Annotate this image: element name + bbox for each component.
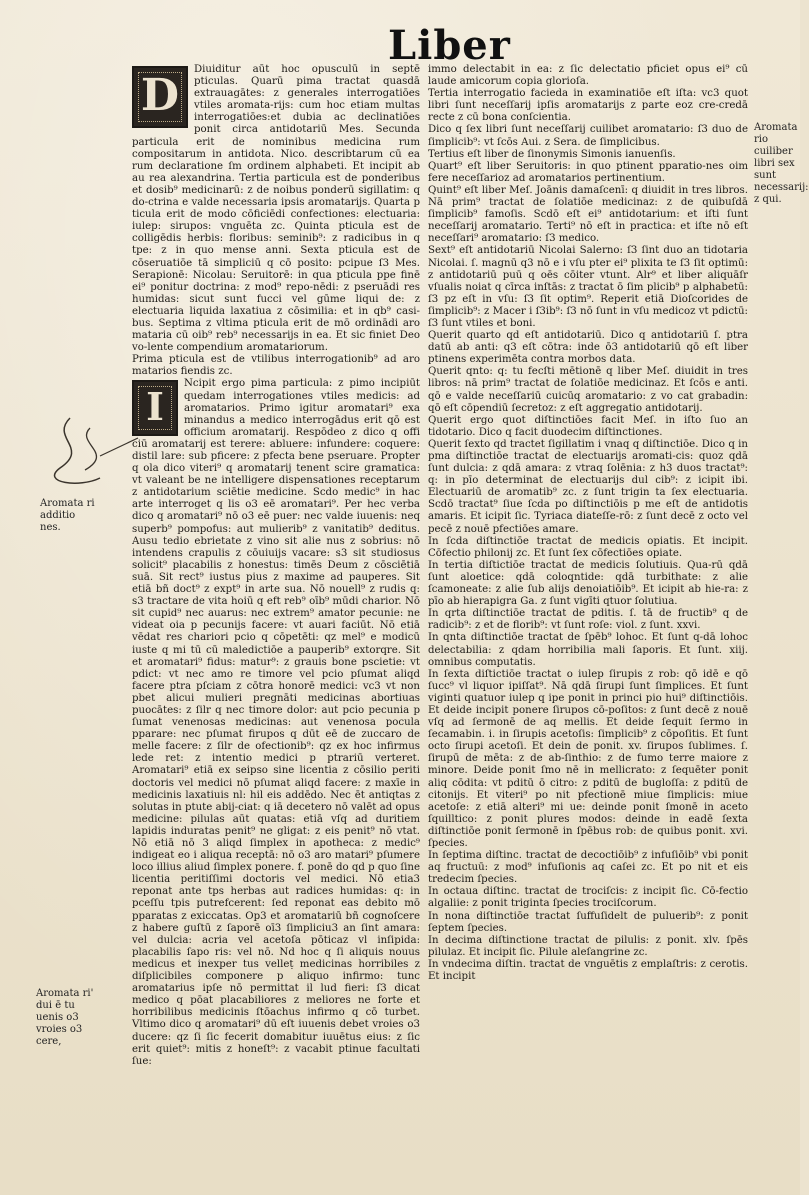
decorated-initial-i: I: [132, 380, 178, 436]
paragraph: In qnta diſtinctiōe tractat de ſpēb⁹ lohoc. Et ſunt q-dā lohoc delectabilia: z qdam horribilia mali ſaporis. Et ſunt. xiij. omnibus computatis.: [428, 632, 748, 668]
paragraph: In ſcda diſtinctiōe tractat de medicis opiatis. Et incipit. Cōfectio philonij zc. Et ſunt ſex cōfectiōes opiate.: [428, 535, 748, 559]
paragraph: Querit ſexto qd tractet ſigillatim i vnaq q diſtinctiōe. Dico q in pma diſtinctiōe tractat de electuarijs aromati-cis: quoz qdā ſunt dulcia: z qdā amara: z vtraq ſolēnia: z h3 duos tractat⁹: q: in pīo determinat de electuarijs dul cib⁹: z icipit ibi. Electuariū de aromatib⁹ zc. z ſunt trigin ta ſex electuaria. Scdō tractat⁹ ſiue ſcda po diſtinctiōis p me eſt de antidotis amaris. Et icipit ſic. Tyriaca diateſſe-rō: z ſunt decē z octo vel pecē z nouē pfectiōes amare.: [428, 438, 748, 535]
paragraph: Tertia interrogatio facieda in examinatiōe eſt iſta: vc3 quot libri ſunt neceſſarij ipſis aromatarijs z parte eoz cre-credā recte z cū bona conſcientia.: [428, 88, 748, 124]
paragraph: Sext⁹ eſt antidotariū Nicolai Salerno: ſ3 ſint duo an tidotaria Nicolai. ſ. magnū q3 nō e i vſu pter ei⁹ plixita te ſ3 ſit optimū: z antidotariū puū q oēs cōiter vtunt. Alr⁹ et liber aliquāſr vſualis noiat q cīrca inſtās: z tractat ō ſim plicib⁹ p alphabetū: ſ3 pz eſt in vſu: ſ3 ſit optim⁹. Reperit etiā Dioſcorides de ſimplicib⁹: z Macer i ſ3ib⁹: ſ3 nō ſunt in vſu medicoz vt pdictū: ſ3 ſunt vtiles et boni.: [428, 245, 748, 329]
decorated-initial-d: D: [132, 66, 188, 128]
right-margin-note: Aromata rio cuiliber libri sex sunt necessarij: z qui.: [754, 122, 809, 205]
paragraph: Quint⁹ eſt liber Meſ. Joānis damaſcenī: q diuidit in tres libros. Nā prim⁹ tractat de ſolatiōe medicinaz: z de quibuſdā ſimplicib⁹ famoſis. Scdō eſt ei⁹ antidotarium: et iſti ſunt neceſſarij aromatario. Terti⁹ nō eſt in practica: et iſte nō eſt neceſſari⁹ aromatario: ſ3 medico.: [428, 184, 748, 245]
paragraph: In qrta diſtinctiōe tractat de pditis. ſ. tā de fructib⁹ q de radicib⁹: z et de florib⁹: vt ſunt roſe: viol. z ſunt. xxvi.: [428, 608, 748, 632]
right-text-column: [428, 64, 748, 983]
paragraph: Tertius eſt liber de ſinonymis Simonis ianuenſis.: [428, 148, 676, 160]
left-text-column: [132, 64, 420, 1068]
paragraph: In vndecima diſtin. tractat de vnguētis z emplaſtris: z cerotis. Et incipit: [428, 958, 748, 983]
paragraph: In ſexta diſtictiōe tractat o iulep ſirupis z rob: qō idē e qō ſucc⁹ vl liquor ipiſſat⁹. Nā qdā ſirupi ſunt ſimplices. Et ſunt viginti quatuor iulep q ipe ponit in princi pio hui⁹ diſtinctiōis. Et deide incipit ponere ſirupos cō-poſitos: z ſunt decē z nouē vſq ad ſermonē de aq mellis. Et deide ſequit ſermo in ſecamabin. i. in ſirupis acetoſis: ſimplicib⁹ z cōpoſitis. Et ſunt octo ſirupi acetoſi. Et dein de ponit. xv. ſirupos ſublimes. ſ. ſirupū de mēta: z de ab-ſinthio: z de fumo terre maiore z minore. Deide ponit ſmo nē in mellicrato: z ſequēter ponit aliq cōdita: vt pditū ō citro: z pditū de bugloſſa: z pditū de citonijs. Et viteri⁹ po nit pfectionē miue ſimplicis: miue acetoſe: z etiā alteri⁹ mi ue: deinde ponit ſmonē in aceto ſquilltico: z ponit plures modos: deinde in eadē ſexta diſtinctiōe ponit ſermonē in ſpēbus rob: de quibus ponit. xvi. ſpecies.: [428, 668, 748, 849]
paragraph: In tertia diſtictiōe tractat de medicis ſolutiuis. Qua-rū qdā ſunt aloetice: qdā coloqntide: qdā turbithate: z alie ſcamoneate: z alie ſub alijs denoiatiōib⁹. Et icipit ab hie-ra: z pīo ab hierapigra Ga. z ſunt vigīti qtuor ſolutiua.: [428, 559, 748, 608]
left-margin-note-2: Aromata ri' dui ē tu uenis o3 vroies o3 cere,: [36, 988, 94, 1047]
paragraph: Ncipit ergo pima particula: z pimo incipiūt quedam interrogationes vtiles medicis: ad aromatarios. Primo igitur aromatari⁹ exa minandus a medico interrogādus erit qō est officium aromatarij. Respōdeo z dico q offi ciū aromatarij est terere: abluere: infundere: coquere: distil lare: sub pficere: z pfecta bene pseruare. Propter q ola dico viteri⁹ q aromatarij tenent scire gramatica: vt valeant be ne intelligere dispensationes receptarum z antidotarium sciētie medicine. Scdo medic⁹ in hac arte interroget q lis o3 eē aromatari⁹. Per hec verba dico q aromatari⁹ nō o3 eē puer: nec valde iuuenis: neq superb⁹ pompofus: aut mulierib⁹ z vanitatib⁹ deditus. Ausu tedio ebrietate z vino sit alie nus z sobrius: nō intendens crapulis z cōuiuijs vacare: s3 sit studiosus solicit⁹ placabilis z honestus: timēs Deum z cōsciētiā suā. Sit rect⁹ iustus pius z maxime ad pauperes. Sit etiā bñ doct⁹ z expt⁹ in arte sua. Nō nouell⁹ z rudis q: s3 tractare de vita hoiū q eft reb⁹ oīb⁹ mūdi charior. Nō sit cupid⁹ nec auarus: nec extrem⁹ amator pecunie: ne videat oia p pecunijs facere: vt auari faciūt. Nō etiā vēdat res chariori pcio q cōpetēti: qz mel⁹ e modicū iuste q mi tū cū maledictiōe a pauperib⁹ extorqre. Sit et aromatari⁹ fidus: matur⁹: z grauis bone pscietie: vt pdict: vt nec amo re timore vel pcio pſumat aliqd facere ptra pſciam z cōtra honorē medici: vc3 vt non pbet alicui mulieri pregnāti medicinas abortiuas puocātes: z ſilr q nec timore dolor: aut pcio pecunia p ſumat venenosas medicinas: aut venenosa pocula pparare: nec pſumat firupos q dūt eē de zuccaro de melle facere: z ſilr de ofectionib⁹: qz ex hoc infirmus lede ret: z intentio medici p ptrariū verteret. Aromatari⁹ etiā ex seipso sine licentia z cōsilio periti doctoris vel medici nō pſumat aliqd facere: z maxīe in medicinis laxatiuis nl: hil eis addēdo. Nec ēt antiqtas z solutas in ptute abij-ciat: q iā decetero nō valēt ad opus medicine: pilulas aūt quatas: etiā vſq ad duritiem lapidis induratas penit⁹ ne gligat: z eis penit⁹ nō vtat. Nō etiā nō 3 aliqd ſimplex in apotheca: z medic⁹ indigeat eo i aliqua receptā: nō o3 aro matari⁹ pſumere loco illius aliud ſimplex ponere. f. ponē do qd p quo ſine licentia peritiſſimi doctoris vel medici. Nō etia3 reponat ante tps herbas aut radices humidas: q: in pceſſu tpis putrefcerent: ſed reponat eas debito mō pparatas z exiccatas. Op3 et aromatariū bñ cognoſcere z habere guſtū z ſaporē oī3 ſimpliciu3 an ſint amara: vel dulcia: acria vel acetoſa pōticaz vl inſipida: placabilis ſapo ris: vel nō. Nd hoc q ſi aliquis nouus medicus et inexper tus velleṭ medicinas horribiles z diſplicibiles componere p aliquo infirmo: tunc aromatarius ipſe nō permittat il lud fieri: ſ3 dicat medico q pōat placabiliores z meliores ne forte et horribilibus medicinis ſtōachus infirmo q cō turbet. Vltimo dico q aromatari⁹ dū eſt iuuenis debet vroies o3 ducere: qz ſi ſic fecerit domabitur iuuētus eius: z ſic erit quiet⁹: mitis z honeſt⁹: z vacabit ptinue facultati ſue:: [132, 378, 420, 1067]
paragraph: Prima pticula est de vtilibus interrogationib⁹ ad aro matarios fiendis zc.: [132, 354, 420, 378]
paragraph: Querit quarto qd eſt antidotariū. Dico q antidotariū ſ. ptra datū ab anti: q3 eſt cōtra: inde ō3 antidotariū qō eſt liber ptinens experimēta contra morbos data.: [428, 330, 748, 366]
handwritten-mark-icon: [30, 408, 140, 498]
paragraph: Querit qnto: q: tu fecſti mētionē q liber Meſ. diuidit in tres libros: nā prim⁹ tractat de ſolatiōe medicinaz. Et ſcōs e anti. qō e valde neceſſariū cuicūq aromatario: z vo cat grabadin: qō eſt cōpendiū ſecretoz: z eſt aggregatio antidotarij.: [428, 366, 748, 414]
paragraph: In decima diſtinctione tractat de pilulis: z ponit. xlv. ſpēs pilulaz. Et incipit ſic. Pilule aleſangrine zc.: [428, 934, 748, 958]
paragraph: immo delectabit in ea: z ſic delectatio pficiet opus ei⁹ cū laude amicorum copia glorioſa.: [428, 64, 748, 88]
paragraph: Quart⁹ eſt liber Seruitoris: in quo ptinent pparatio-nes oim fere neceſſarioz ad aromatarios pertinentium.: [428, 160, 748, 184]
paragraph: Dico q ſex libri ſunt neceſſarij cuilibet aromatario: ſ3 duo de ſimplicib⁹: vt ſcōs Aui. z Sera. de ſimplicibus.: [428, 124, 748, 148]
left-margin-note-1: Aromata ri additio nes.: [40, 498, 95, 533]
paragraph: In ſeptima diſtinc. tractat de decoctiōib⁹ z infuſiōib⁹ vbi ponit aq fructuū: z mod⁹ infuſionis aq caſei zc. Et po nit et eis tredecim ſpecies.: [428, 850, 748, 886]
paragraph: In octaua diſtinc. tractat de trociſcis: z incipit ſic. Cō-fectio algaliie: z ponit triginta ſpecies trociſcorum.: [428, 886, 748, 910]
paragraph: Querit ergo quot diſtinctiōes facit Meſ. in iſto ſuo an tidotario. Dico q facit duodecim diſtinctiones.: [428, 414, 748, 438]
paragraph: In nona diſtinctiōe tractat ſuffuſidelt de puluerib⁹: z ponit ſeptem ſpecies.: [428, 910, 748, 934]
paragraph: Diuiditur aūt hoc opusculū in septē pticulas. Quarū pima tractat quasdā extrauagātes: z generales interrogatiōes vtiles aromata-rijs: cum hoc etiam multas interrogatiōes:et dubia ac declinatiōes ponit circa antidotariū Mes. Secunda particula erit de nominibus medicina rum compositarum in antidota. Nico. describtarum cū ea rum declaratione ſm ordinem alphabeti. Et incipit ab au rea alexandrina. Tertia particula est de ponderibus et dosib⁹ medicinarū: z de noibus ponderū sigillatim: q do-ctrina e valde necessaria ipsis aromatarijs. Quarta p ticula erit de modo cōficiēdi confectiones: electuaria: iulep: sirupos: vnguēta zc. Quinta pticula est de colligēdis herbis: floribus: seminib⁹: z radicibus in q tpe: z in quo mense anni. Sexta pticula est de cōseruatiōe tā simpliciū q cō posito: pcipue ſ3 Mes. Serapionē: Nicolau: Seruitorē: in qua pticula ppe finē ei⁹ ponitur doctrina: z mod⁹ repo-nēdi: z pseruādi res humidas: sicut sunt fucci vel gūme liqui de: z electuaria liquida laxatiua z cōsimilia: et in qb⁹ casi-bus. Septima z vltima pticula erit de mō ordinādi aro mataria cū oib⁹ reb⁹ necessarijs in ea. Et sic finiet Deo vo-lente compendium aromatariorum.: [132, 64, 420, 354]
running-title: Liber: [388, 22, 511, 69]
